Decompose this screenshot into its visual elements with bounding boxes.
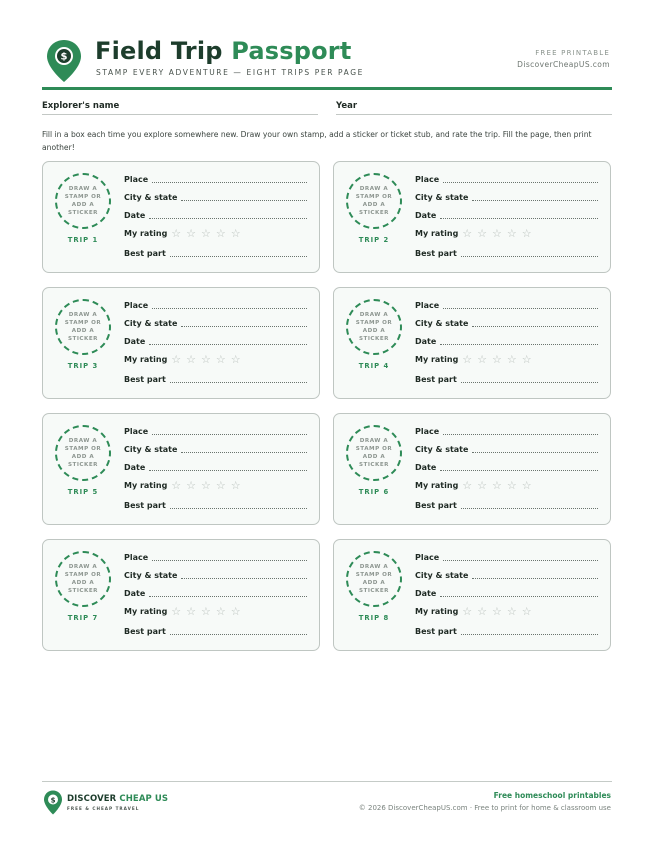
rating-label: My rating: [415, 481, 459, 490]
place-row: [415, 299, 598, 311]
rating-row: [124, 227, 307, 239]
city-state-row: [124, 443, 307, 455]
city-state-label: City & state: [415, 571, 469, 580]
place-row: [415, 425, 598, 437]
trip-card: [42, 161, 320, 273]
free-printable-label: FREE PRINTABLE: [535, 49, 610, 57]
trip-card: [333, 161, 611, 273]
trip-label: TRIP 7: [67, 614, 99, 622]
star-icon[interactable]: ☆: [477, 605, 488, 618]
footer-free-note: Free homeschool printables: [493, 791, 611, 800]
star-icon[interactable]: ☆: [186, 353, 197, 366]
trip-label: TRIP 5: [67, 488, 99, 496]
date-line[interactable]: [440, 470, 598, 471]
city-state-row: [124, 569, 307, 581]
date-label: Date: [415, 463, 437, 472]
svg-text:$: $: [50, 796, 56, 805]
star-icon[interactable]: ☆: [215, 353, 226, 366]
trip-card: [333, 539, 611, 651]
rating-label: My rating: [415, 355, 459, 364]
city-state-row: [124, 317, 307, 329]
footer-copyright: © 2026 DiscoverCheapUS.com · Free to print for home & classroom use: [358, 804, 611, 812]
date-row: [124, 209, 307, 221]
trip-card: [42, 539, 320, 651]
rating-row: [415, 605, 598, 617]
best-part-line[interactable]: [170, 508, 307, 509]
place-line[interactable]: [152, 182, 307, 183]
city-state-label: City & state: [124, 193, 178, 202]
place-label: Place: [415, 427, 440, 436]
best-part-line[interactable]: [461, 634, 598, 635]
date-line[interactable]: [440, 596, 598, 597]
rating-row: [415, 227, 598, 239]
best-part-row: [124, 499, 307, 511]
rating-row: [415, 479, 598, 491]
star-icon[interactable]: ☆: [186, 605, 197, 618]
footer-tagline: FREE & CHEAP TRAVEL: [67, 806, 140, 811]
star-icon[interactable]: ☆: [171, 605, 182, 618]
star-icon[interactable]: ☆: [506, 227, 517, 240]
date-label: Date: [124, 463, 146, 472]
date-row: [124, 587, 307, 599]
star-icon[interactable]: ☆: [521, 605, 532, 618]
year-label: Year: [336, 101, 358, 111]
place-row: [415, 173, 598, 185]
place-line[interactable]: [443, 182, 598, 183]
best-part-row: [124, 625, 307, 637]
star-icon[interactable]: ☆: [477, 353, 488, 366]
star-icon[interactable]: ☆: [462, 479, 473, 492]
page-subtitle: STAMP EVERY ADVENTURE — EIGHT TRIPS PER PAGE: [96, 68, 365, 77]
footer-brand: [67, 794, 168, 804]
place-line[interactable]: [152, 560, 307, 561]
place-label: Place: [415, 175, 440, 184]
best-part-line[interactable]: [461, 256, 598, 257]
rating-label: My rating: [124, 607, 168, 616]
stamp-circle[interactable]: [346, 299, 402, 355]
star-icon[interactable]: ☆: [230, 479, 241, 492]
site-url: DiscoverCheapUS.com: [517, 60, 610, 69]
rating-stars: [462, 480, 536, 491]
star-icon[interactable]: ☆: [462, 353, 473, 366]
place-label: Place: [415, 553, 440, 562]
best-part-line[interactable]: [461, 382, 598, 383]
rating-row: [124, 353, 307, 365]
best-part-label: Best part: [415, 627, 457, 636]
date-line[interactable]: [440, 218, 598, 219]
best-part-line[interactable]: [170, 634, 307, 635]
page-title: [95, 37, 352, 65]
place-row: [415, 551, 598, 563]
explorer-name-label: Explorer's name: [42, 101, 120, 111]
star-icon[interactable]: ☆: [230, 227, 241, 240]
rating-row: [124, 605, 307, 617]
footer-logo-pin-icon: [43, 790, 63, 815]
best-part-label: Best part: [415, 249, 457, 258]
rating-stars: [462, 354, 536, 365]
stamp-prompt: DRAW A STAMP OR ADD A STICKER: [64, 438, 102, 468]
best-part-row: [124, 373, 307, 385]
trip-card: [333, 287, 611, 399]
star-icon[interactable]: ☆: [506, 353, 517, 366]
place-line[interactable]: [443, 560, 598, 561]
date-row: [415, 335, 598, 347]
date-label: Date: [415, 337, 437, 346]
star-icon[interactable]: ☆: [492, 605, 502, 618]
place-row: [124, 425, 307, 437]
star-icon[interactable]: ☆: [477, 227, 488, 240]
date-row: [124, 335, 307, 347]
rating-stars: [462, 606, 536, 617]
date-row: [415, 209, 598, 221]
rating-label: My rating: [415, 229, 459, 238]
city-state-row: [415, 443, 598, 455]
place-label: Place: [415, 301, 440, 310]
trip-label: TRIP 8: [358, 614, 390, 622]
city-state-row: [124, 191, 307, 203]
date-label: Date: [124, 211, 146, 220]
stamp-circle[interactable]: [55, 551, 111, 607]
city-state-label: City & state: [124, 571, 178, 580]
best-part-label: Best part: [124, 627, 166, 636]
place-label: Place: [124, 427, 149, 436]
city-state-row: [415, 317, 598, 329]
city-state-row: [415, 569, 598, 581]
place-label: Place: [124, 301, 149, 310]
date-row: [415, 587, 598, 599]
city-state-line[interactable]: [181, 452, 307, 453]
best-part-row: [415, 625, 598, 637]
star-icon[interactable]: ☆: [492, 227, 502, 240]
best-part-row: [415, 499, 598, 511]
rating-label: My rating: [124, 229, 168, 238]
city-state-label: City & state: [415, 193, 469, 202]
date-label: Date: [124, 589, 146, 598]
star-icon[interactable]: ☆: [462, 605, 473, 618]
place-row: [124, 299, 307, 311]
rating-row: [415, 353, 598, 365]
star-icon[interactable]: ☆: [521, 479, 532, 492]
stamp-circle[interactable]: [55, 173, 111, 229]
best-part-row: [415, 247, 598, 259]
date-line[interactable]: [149, 470, 307, 471]
star-icon[interactable]: ☆: [462, 227, 473, 240]
place-line[interactable]: [443, 434, 598, 435]
star-icon[interactable]: ☆: [506, 479, 517, 492]
footer-brand-part-2: CHEAP US: [119, 794, 169, 804]
place-label: Place: [124, 553, 149, 562]
stamp-prompt: DRAW A STAMP OR ADD A STICKER: [64, 564, 102, 594]
city-state-line[interactable]: [181, 326, 307, 327]
star-icon[interactable]: ☆: [201, 605, 211, 618]
rating-stars: [171, 354, 245, 365]
city-state-label: City & state: [124, 319, 178, 328]
header-rule: [42, 87, 612, 90]
city-state-label: City & state: [124, 445, 178, 454]
footer-brand-part-1: DISCOVER: [67, 794, 117, 804]
title-part-2: Passport: [231, 37, 352, 65]
star-icon[interactable]: ☆: [201, 353, 211, 366]
city-state-line[interactable]: [181, 200, 307, 201]
date-line[interactable]: [440, 344, 598, 345]
place-line[interactable]: [443, 308, 598, 309]
star-icon[interactable]: ☆: [186, 227, 197, 240]
star-icon[interactable]: ☆: [521, 227, 532, 240]
svg-text:$: $: [60, 51, 68, 63]
star-icon[interactable]: ☆: [230, 605, 241, 618]
place-row: [124, 551, 307, 563]
city-state-line[interactable]: [472, 200, 598, 201]
place-line[interactable]: [152, 308, 307, 309]
year-line[interactable]: [336, 114, 612, 115]
star-icon[interactable]: ☆: [492, 353, 502, 366]
title-part-1: Field Trip: [95, 37, 223, 65]
best-part-line[interactable]: [461, 508, 598, 509]
city-state-label: City & state: [415, 445, 469, 454]
place-line[interactable]: [152, 434, 307, 435]
date-row: [415, 461, 598, 473]
place-label: Place: [124, 175, 149, 184]
stamp-prompt: DRAW A STAMP OR ADD A STICKER: [355, 312, 393, 342]
star-icon[interactable]: ☆: [201, 227, 211, 240]
date-label: Date: [415, 589, 437, 598]
trip-label: TRIP 2: [358, 236, 390, 244]
date-line[interactable]: [149, 218, 307, 219]
star-icon[interactable]: ☆: [477, 479, 488, 492]
stamp-prompt: DRAW A STAMP OR ADD A STICKER: [355, 438, 393, 468]
trip-label: TRIP 3: [67, 362, 99, 370]
city-state-line[interactable]: [181, 578, 307, 579]
stamp-circle[interactable]: [346, 173, 402, 229]
star-icon[interactable]: ☆: [171, 479, 182, 492]
city-state-line[interactable]: [472, 578, 598, 579]
star-icon[interactable]: ☆: [230, 353, 241, 366]
rating-stars: [171, 480, 245, 491]
date-line[interactable]: [149, 344, 307, 345]
date-label: Date: [124, 337, 146, 346]
place-row: [124, 173, 307, 185]
star-icon[interactable]: ☆: [186, 479, 197, 492]
trip-card: [42, 413, 320, 525]
instructions: Fill in a box each time you explore somewhere new. Draw your own stamp, add a sticker or ticket stub, and rate the trip. Fill the page, then print another!: [42, 130, 592, 152]
star-icon[interactable]: ☆: [171, 353, 182, 366]
city-state-label: City & state: [415, 319, 469, 328]
rating-stars: [171, 606, 245, 617]
stamp-circle[interactable]: [346, 425, 402, 481]
best-part-label: Best part: [124, 501, 166, 510]
trip-label: TRIP 6: [358, 488, 390, 496]
best-part-line[interactable]: [170, 256, 307, 257]
stamp-prompt: DRAW A STAMP OR ADD A STICKER: [64, 312, 102, 342]
star-icon[interactable]: ☆: [171, 227, 182, 240]
star-icon[interactable]: ☆: [506, 605, 517, 618]
map-pin-dollar-icon: [45, 39, 83, 83]
rating-row: [124, 479, 307, 491]
best-part-label: Best part: [124, 249, 166, 258]
explorer-name-line[interactable]: [42, 114, 318, 115]
date-line[interactable]: [149, 596, 307, 597]
star-icon[interactable]: ☆: [201, 479, 211, 492]
city-state-line[interactable]: [472, 326, 598, 327]
best-part-label: Best part: [124, 375, 166, 384]
star-icon[interactable]: ☆: [215, 605, 226, 618]
stamp-circle[interactable]: [55, 425, 111, 481]
stamp-prompt: DRAW A STAMP OR ADD A STICKER: [355, 186, 393, 216]
rating-label: My rating: [415, 607, 459, 616]
star-icon[interactable]: ☆: [521, 353, 532, 366]
rating-stars: [171, 228, 245, 239]
trip-label: TRIP 1: [67, 236, 99, 244]
trip-card: [42, 287, 320, 399]
footer-rule: [42, 781, 612, 782]
city-state-row: [415, 191, 598, 203]
best-part-label: Best part: [415, 375, 457, 384]
best-part-line[interactable]: [170, 382, 307, 383]
trip-card: [333, 413, 611, 525]
best-part-row: [415, 373, 598, 385]
date-label: Date: [415, 211, 437, 220]
best-part-label: Best part: [415, 501, 457, 510]
rating-label: My rating: [124, 355, 168, 364]
star-icon[interactable]: ☆: [215, 479, 226, 492]
stamp-circle[interactable]: [346, 551, 402, 607]
stamp-circle[interactable]: [55, 299, 111, 355]
city-state-line[interactable]: [472, 452, 598, 453]
star-icon[interactable]: ☆: [215, 227, 226, 240]
stamp-prompt: DRAW A STAMP OR ADD A STICKER: [64, 186, 102, 216]
date-row: [124, 461, 307, 473]
trip-label: TRIP 4: [358, 362, 390, 370]
rating-stars: [462, 228, 536, 239]
star-icon[interactable]: ☆: [492, 479, 502, 492]
stamp-prompt: DRAW A STAMP OR ADD A STICKER: [355, 564, 393, 594]
rating-label: My rating: [124, 481, 168, 490]
best-part-row: [124, 247, 307, 259]
